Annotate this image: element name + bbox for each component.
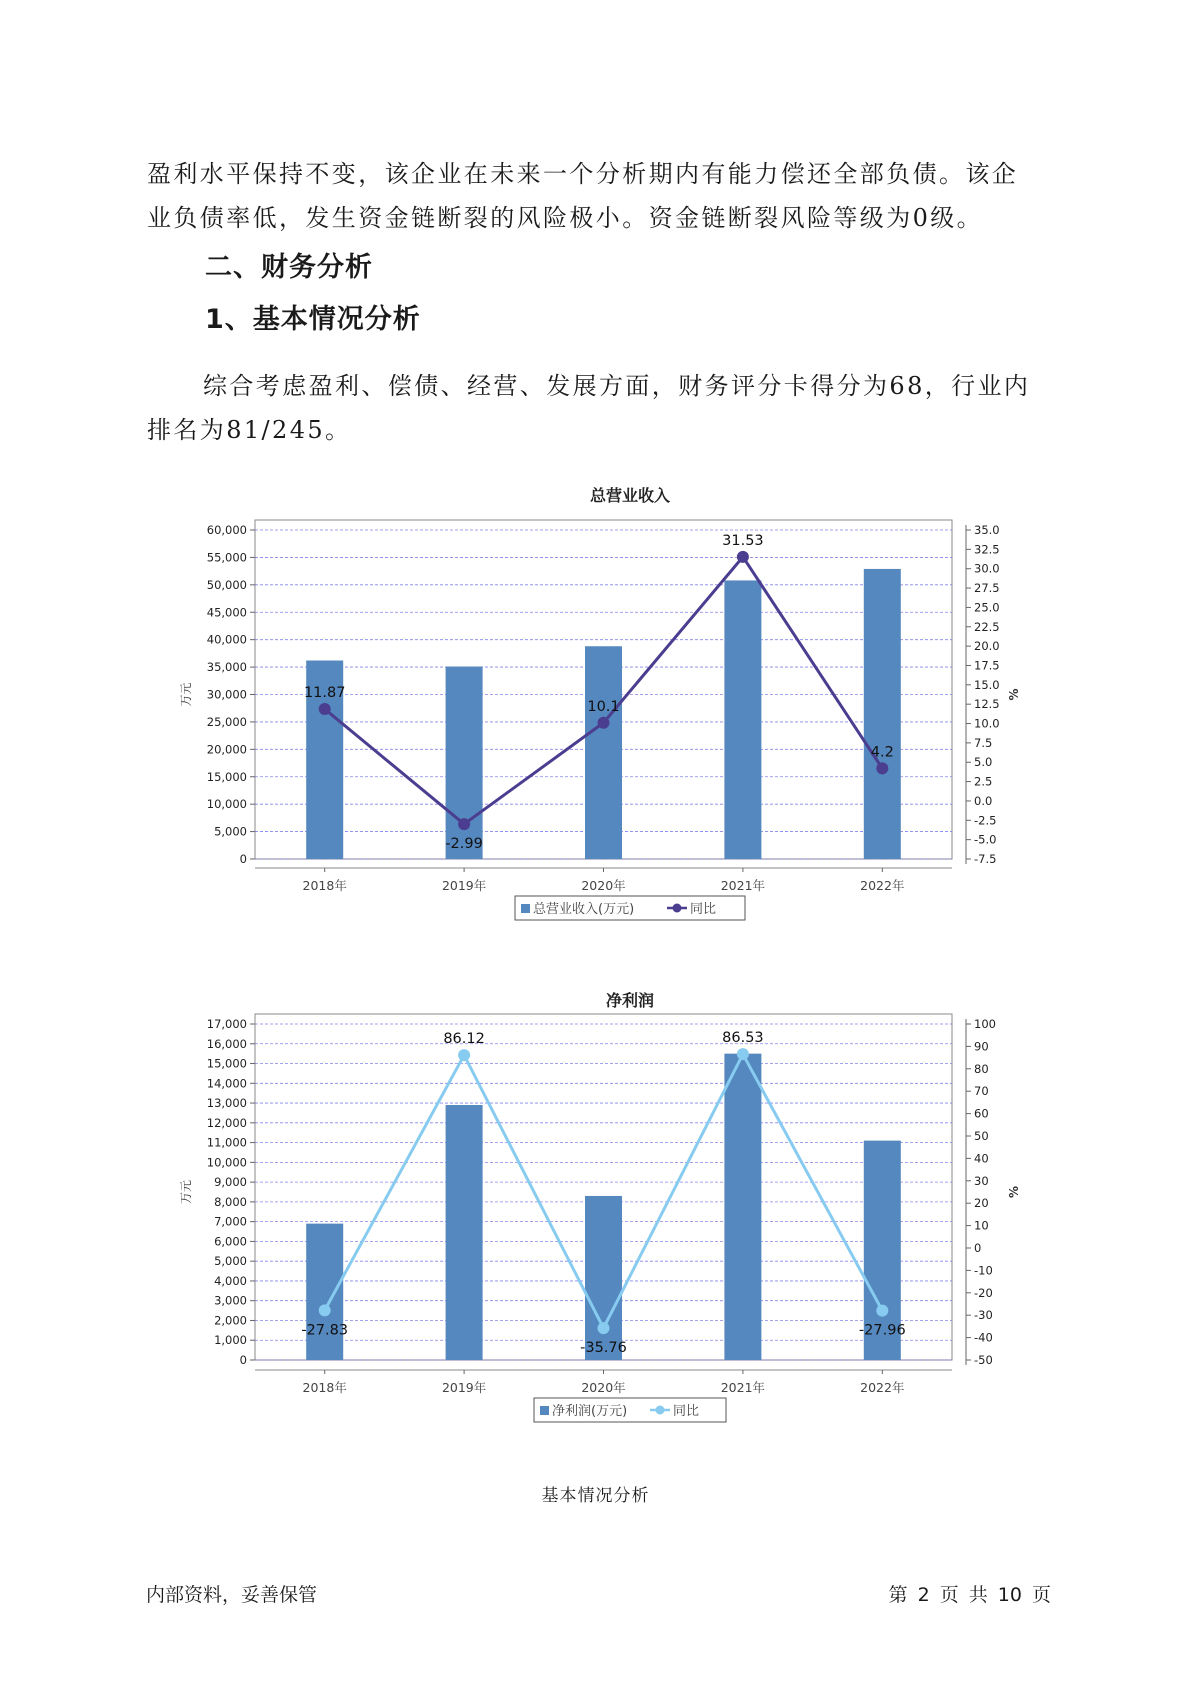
y-tick-label: 40,000: [206, 632, 247, 647]
y-tick-label: 0: [239, 1353, 247, 1367]
y2-tick-label: 80: [974, 1061, 989, 1076]
bar: [306, 1224, 343, 1360]
y-tick-label: 50,000: [206, 577, 247, 592]
y-tick-label: 14,000: [206, 1076, 247, 1091]
yoy-point: [737, 551, 749, 563]
x-tick-label: 2020年: [581, 878, 626, 893]
y-tick-label: 25,000: [206, 714, 247, 729]
y2-tick-label: 20.0: [974, 639, 1000, 654]
y-tick-label: 55,000: [206, 550, 247, 565]
yoy-point: [319, 703, 331, 715]
y2-tick-label: -10: [974, 1263, 993, 1278]
y2-tick-label: 30.0: [974, 561, 1000, 576]
y-tick-label: 5,000: [214, 1254, 247, 1269]
revenue-chart: [170, 478, 1030, 938]
y2-tick-label: 0.0: [974, 793, 993, 808]
y-tick-label: 10,000: [206, 1155, 247, 1170]
yoy-point: [319, 1304, 331, 1316]
legend-bar-label: 净利润(万元): [552, 1404, 628, 1419]
yoy-point: [876, 1305, 888, 1317]
y-tick-label: 60,000: [206, 523, 247, 537]
y2-tick-label: 22.5: [974, 619, 1000, 634]
x-tick-label: 2018年: [302, 878, 347, 893]
y2-tick-label: -2.5: [974, 813, 997, 828]
data-label: -27.83: [301, 1322, 349, 1339]
y2-tick-label: -50: [974, 1353, 993, 1367]
y-tick-label: 9,000: [214, 1175, 247, 1190]
y2-tick-label: 10.0: [974, 716, 1000, 731]
y2-tick-label: 90: [974, 1039, 989, 1054]
y-tick-label: 4,000: [214, 1273, 247, 1288]
y2-tick-label: 5.0: [974, 755, 993, 770]
body-paragraph-1: 盈利水平保持不变，该企业在未来一个分析期内有能力偿还全部负债。该企业负债率低，发生资金链断裂的风险极小。资金链断裂风险等级为0级。: [147, 160, 1019, 232]
y-tick-label: 15,000: [206, 1056, 247, 1071]
yoy-point: [876, 762, 888, 774]
bar: [864, 569, 901, 859]
y2-tick-label: 50: [974, 1129, 989, 1143]
y2-tick-label: 35.0: [974, 523, 1000, 537]
footer-confidential: 内部资料，妥善保管: [146, 1584, 318, 1606]
y-tick-label: 2,000: [214, 1313, 247, 1328]
x-tick-label: 2021年: [720, 1380, 766, 1395]
legend-bar-swatch: [540, 1406, 549, 1415]
y2-tick-label: 0: [974, 1241, 982, 1255]
y2-tick-label: -20: [974, 1285, 993, 1300]
y-tick-label: 17,000: [206, 1017, 247, 1031]
x-tick-label: 2019年: [441, 878, 487, 893]
yoy-point: [458, 818, 470, 830]
bar: [446, 667, 483, 859]
y-tick-label: 35,000: [206, 660, 247, 675]
y-tick-label: 3,000: [214, 1293, 247, 1308]
y-axis-title: 万元: [179, 682, 193, 707]
yoy-point: [598, 717, 610, 729]
x-tick-label: 2022年: [860, 878, 905, 893]
y2-tick-label: -30: [974, 1308, 993, 1323]
y2-tick-label: 15.0: [974, 677, 1000, 692]
y-axis-title: 万元: [179, 1179, 193, 1205]
yoy-point: [458, 1049, 470, 1061]
y2-tick-label: 20: [974, 1196, 989, 1211]
x-tick-label: 2020年: [581, 1380, 626, 1395]
body-paragraph-2: 综合考虑盈利、偿债、经营、发展方面，财务评分卡得分为68，行业内排名为81/245。: [147, 372, 1031, 444]
subsection-heading: 1、基本情况分析: [205, 304, 421, 335]
data-label: -27.96: [858, 1322, 906, 1339]
chart-title: 总营业收入: [589, 486, 671, 505]
y-tick-label: 11,000: [206, 1135, 247, 1150]
y-tick-label: 6,000: [214, 1234, 247, 1249]
y2-tick-label: 7.5: [974, 735, 993, 750]
y-tick-label: 45,000: [206, 605, 247, 620]
y2-tick-label: 2.5: [974, 774, 993, 789]
y2-tick-label: 60: [974, 1106, 989, 1121]
y-tick-label: 5,000: [214, 824, 247, 839]
y-tick-label: 8,000: [214, 1194, 247, 1209]
net-profit-chart: [170, 976, 1030, 1438]
y-tick-label: 30,000: [206, 687, 247, 702]
y2-tick-label: 100: [974, 1017, 996, 1031]
bar: [446, 1105, 483, 1360]
x-tick-label: 2018年: [302, 1380, 347, 1395]
legend-bar-label: 总营业收入(万元): [533, 902, 635, 917]
yoy-point: [598, 1322, 610, 1334]
data-label: 86.12: [443, 1031, 485, 1048]
x-tick-label: 2019年: [441, 1380, 487, 1395]
y-tick-label: 7,000: [214, 1214, 247, 1229]
data-label: 4.2: [870, 744, 894, 761]
y2-tick-label: 27.5: [974, 581, 1000, 596]
bar: [724, 1054, 761, 1360]
yoy-point: [737, 1048, 749, 1060]
y2-tick-label: 10: [974, 1218, 989, 1233]
y2-axis-title: %: [1007, 1185, 1021, 1199]
y2-tick-label: 25.0: [974, 600, 1000, 615]
y-tick-label: 20,000: [206, 742, 247, 757]
y2-tick-label: 17.5: [974, 658, 1000, 673]
footer-page-number: 第 2 页 共 10 页: [888, 1584, 1051, 1606]
bar: [585, 1196, 622, 1360]
y-tick-label: 13,000: [206, 1096, 247, 1111]
y-tick-label: 10,000: [206, 797, 247, 812]
y-tick-label: 1,000: [214, 1333, 247, 1348]
y2-tick-label: 40: [974, 1151, 989, 1166]
legend-line-label: 同比: [690, 902, 717, 917]
chart-title: 净利润: [605, 991, 655, 1010]
data-label: 31.53: [722, 532, 764, 549]
data-label: 11.87: [303, 685, 346, 702]
y-tick-label: 12,000: [206, 1115, 247, 1130]
x-tick-label: 2021年: [720, 878, 766, 893]
y-tick-label: 0: [239, 852, 247, 866]
y2-tick-label: -5.0: [974, 832, 997, 847]
data-label: -35.76: [580, 1340, 627, 1357]
y2-tick-label: -7.5: [974, 852, 997, 866]
data-label: 10.1: [587, 698, 620, 715]
y2-tick-label: 32.5: [974, 542, 1000, 557]
y2-tick-label: 70: [974, 1084, 989, 1099]
y2-tick-label: -40: [974, 1330, 993, 1345]
bar: [724, 580, 761, 859]
section-heading: 二、财务分析: [205, 252, 373, 283]
legend-line-marker: [656, 1406, 665, 1415]
legend-line-label: 同比: [673, 1404, 700, 1419]
y2-tick-label: 12.5: [974, 697, 1000, 712]
y2-tick-label: 30: [974, 1173, 989, 1188]
bar: [585, 646, 622, 859]
data-label: -2.99: [445, 836, 483, 853]
figure-caption: 基本情况分析: [541, 1486, 650, 1506]
legend-line-marker: [673, 904, 682, 913]
x-tick-label: 2022年: [860, 1380, 905, 1395]
legend-bar-swatch: [521, 904, 530, 913]
y2-axis-title: %: [1007, 688, 1021, 701]
data-label: 86.53: [722, 1030, 764, 1047]
y-tick-label: 16,000: [206, 1036, 247, 1051]
y-tick-label: 15,000: [206, 769, 247, 784]
